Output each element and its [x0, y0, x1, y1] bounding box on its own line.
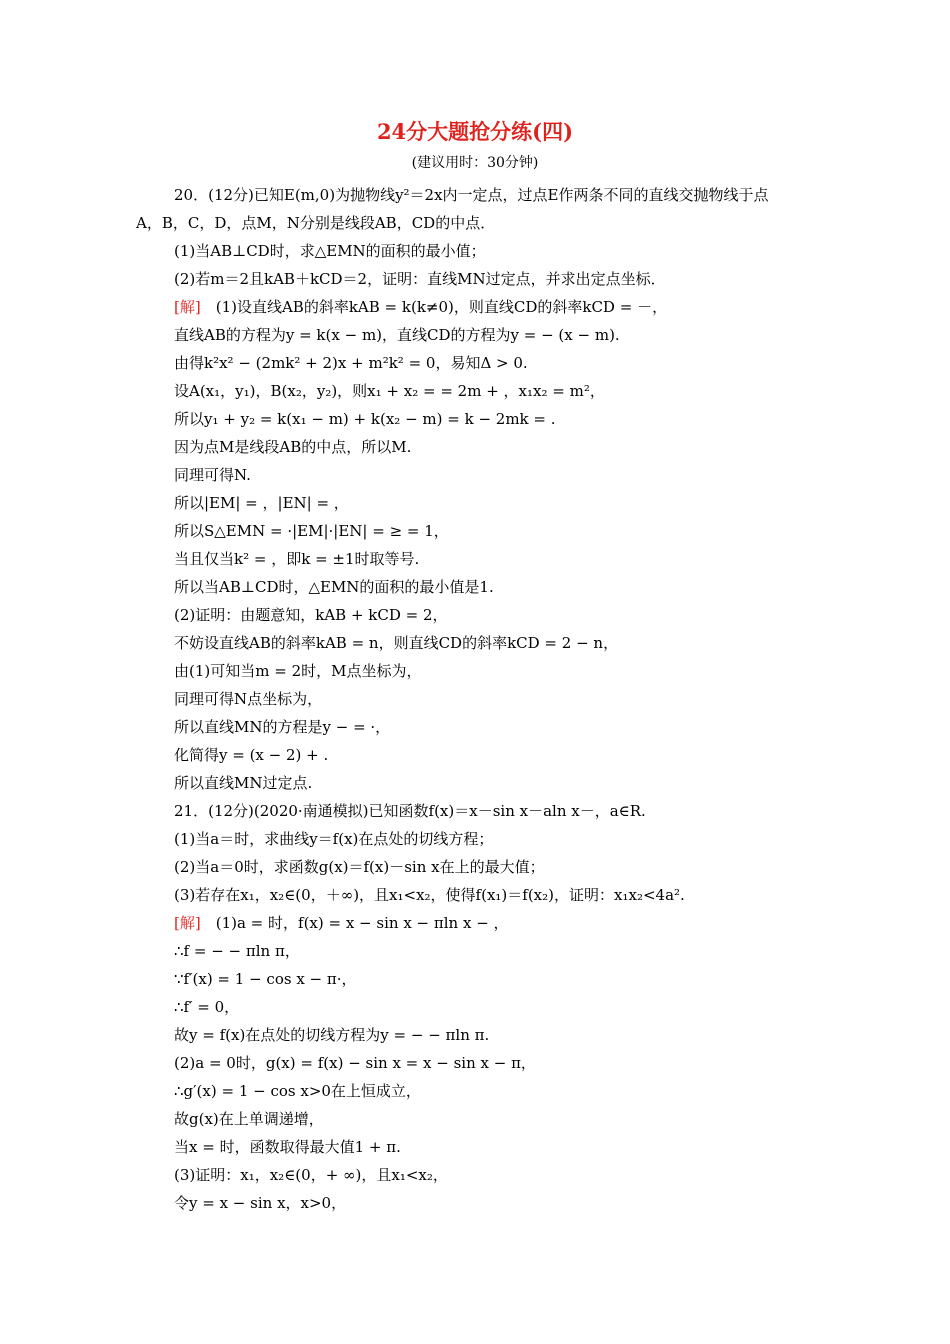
- line-text: 所以直线MN过定点.: [174, 774, 313, 792]
- text-line: [174, 1081, 421, 1101]
- line-text: 所以S△EMN = ·|EM|·|EN| = ≥ = 1，: [174, 522, 449, 540]
- line-text: 化简得y = (x − 2) + .: [174, 746, 329, 764]
- text-line: [174, 969, 357, 989]
- text-line: [174, 829, 493, 849]
- line-text: (2)当a＝0时，求函数g(x)＝f(x)－sin x在上的最大值；: [174, 858, 545, 876]
- line-text: 同理可得N.: [174, 466, 251, 484]
- text-line: [174, 773, 312, 793]
- line-text: 因为点M是线段AB的中点，所以M.: [174, 438, 412, 456]
- line-text: 直线AB的方程为y = k(x − m)，直线CD的方程为y = − (x − m).: [174, 326, 620, 344]
- page-subtitle: (建议用时：30分钟): [411, 155, 539, 171]
- line-text: (1)当a＝时，求曲线y＝f(x)在点处的切线方程；: [174, 830, 494, 848]
- text-line: [174, 185, 769, 205]
- text-line: [174, 297, 667, 317]
- line-text: ∴f′ = 0，: [174, 998, 240, 1016]
- line-text: 当x = 时，函数取得最大值1 + π.: [174, 1138, 401, 1156]
- text-line: [174, 717, 390, 737]
- text-line: [174, 997, 239, 1017]
- page-title: 24分大题抢分练(四): [376, 119, 574, 144]
- text-line: [174, 941, 300, 961]
- text-line: [174, 241, 486, 261]
- text-line: [174, 689, 322, 709]
- text-line: [174, 745, 328, 765]
- text-line: [174, 269, 666, 289]
- line-text: 同理可得N点坐标为，: [174, 690, 323, 708]
- line-text: 当且仅当k² = ，即k = ±1时取等号.: [174, 550, 420, 568]
- line-text: 设A(x₁，y₁)，B(x₂，y₂)，则x₁ + x₂ = = 2m + ，x₁x₂ = m²，: [174, 382, 605, 400]
- line-text: 所以当AB⊥CD时，△EMN的面积的最小值是1.: [174, 578, 494, 596]
- line-text: 所以|EM| = ，|EN| = ，: [174, 494, 349, 512]
- line-text: 故y = f(x)在点处的切线方程为y = − − πln π.: [174, 1026, 490, 1044]
- text-line: [136, 213, 495, 233]
- text-line: [174, 577, 494, 597]
- text-line: [174, 437, 411, 457]
- text-line: [174, 913, 509, 933]
- line-text: 所以直线MN的方程是y − = ·，: [174, 718, 391, 736]
- line-text: (2)a = 0时，g(x) = f(x) − sin x = x − sin x − π，: [174, 1054, 536, 1072]
- line-text: (1)当AB⊥CD时，求△EMN的面积的最小值；: [174, 242, 486, 260]
- solution-label: [解]: [174, 298, 201, 316]
- text-line: [174, 521, 449, 541]
- line-text: (3)证明：x₁，x₂∈(0，+ ∞)，且x₁<x₂，: [174, 1166, 448, 1184]
- line-text: (1)a = 时，f(x) = x − sin x − πln x − ，: [200, 914, 509, 932]
- line-text: 令y = x − sin x，x>0，: [174, 1194, 347, 1212]
- text-line: [174, 1137, 401, 1157]
- text-line: [174, 885, 685, 905]
- line-text: 由得k²x² − (2mk² + 2)x + m²k² = 0，易知Δ > 0.: [174, 354, 528, 372]
- text-line: [174, 325, 620, 345]
- line-text: 21．(12分)(2020·南通模拟)已知函数f(x)＝x－sin x－aln x－，a∈R.: [174, 802, 646, 820]
- text-line: [174, 1053, 536, 1073]
- line-text: 由(1)可知当m = 2时，M点坐标为，: [174, 662, 422, 680]
- line-text: 不妨设直线AB的斜率kAB = n，则直线CD的斜率kCD = 2 − n，: [174, 634, 619, 652]
- text-line: [174, 1193, 346, 1213]
- text-line: [174, 661, 421, 681]
- text-line: [174, 353, 528, 373]
- text-line: [174, 605, 448, 625]
- line-text: ∴f = − − πln π，: [174, 942, 300, 960]
- solution-label: [解]: [174, 914, 201, 932]
- line-text: (2)证明：由题意知，kAB + kCD = 2，: [174, 606, 448, 624]
- text-line: [174, 801, 646, 821]
- text-line: [174, 549, 419, 569]
- line-text: 20．(12分)已知E(m,0)为抛物线y²＝2x内一定点，过点E作两条不同的直线交抛物线于点: [174, 186, 769, 204]
- line-text: (1)设直线AB的斜率kAB = k(k≠0)，则直线CD的斜率kCD = －，: [200, 298, 668, 316]
- text-line: [174, 1165, 448, 1185]
- line-text: ∵f′(x) = 1 − cos x − π·，: [174, 970, 357, 988]
- line-text: 故g(x)在上单调递增，: [174, 1110, 324, 1128]
- text-line: [174, 381, 605, 401]
- line-text: (3)若存在x₁，x₂∈(0，＋∞)，且x₁<x₂，使得f(x₁)＝f(x₂)，证明：x₁x₂<4a².: [174, 886, 685, 904]
- text-line: [174, 1025, 489, 1045]
- line-text: (2)若m＝2且kAB＋kCD＝2，证明：直线MN过定点，并求出定点坐标．: [174, 270, 666, 288]
- text-line: [174, 633, 618, 653]
- text-line: [174, 1109, 324, 1129]
- text-line: [174, 493, 349, 513]
- line-text: A，B，C，D，点M，N分别是线段AB，CD的中点．: [136, 214, 496, 232]
- text-line: [174, 409, 556, 429]
- text-line: [174, 465, 251, 485]
- text-line: [174, 857, 545, 877]
- line-text: 所以y₁ + y₂ = k(x₁ − m) + k(x₂ − m) = k − 2mk = .: [174, 410, 556, 428]
- line-text: ∴g′(x) = 1 − cos x>0在上恒成立，: [174, 1082, 421, 1100]
